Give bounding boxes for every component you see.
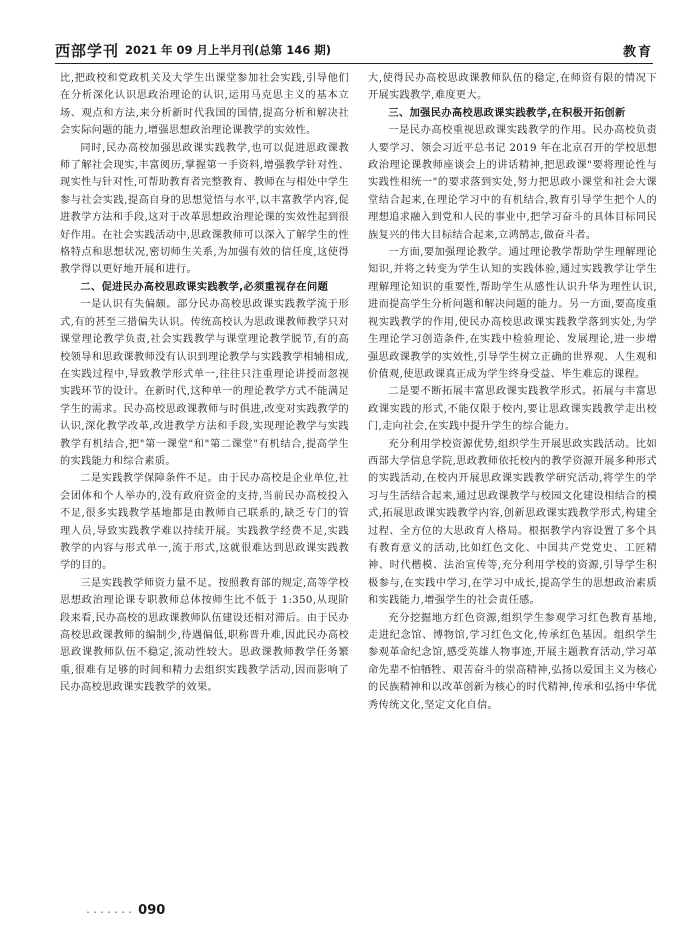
paragraph: 比,把政校和党政机关及大学生出课堂参加社会实践,引导他们在分析深化认识思政治理论的认识,运用马克思主义的基本立场、观点和方法,来分析新时代我国的国情,提高分析和解决社会实际问题的能力,增强思想政治理论课教学的实效性。 — [60, 73, 349, 137]
journal-name: 西部学刊 — [55, 41, 120, 60]
header-left — [55, 40, 331, 61]
section-heading: 三、加强民办高校思政课实践教学,在积极开拓创新 — [388, 107, 626, 119]
page-number: 090 — [138, 902, 166, 918]
paragraph: 同时,民办高校加强思政课实践教学,也可以促进思政课教师了解社会现实,丰富阅历,掌握第一手资料,增强教学针对性、现实性与针对性,可帮助教育者完整教育、教师在与相处中学生参与社会实践,提高自身的思想觉悟与水平,以丰富教学内容,促进教学方法和手段,这对于改革思想政治理论课的实效性起到很好作用。在社会实践活动中,思政课教师可以深入了解学生的性格特点和思想状况,密切师生关系,为加强有效的信任度,这使得教学得以更好地开展和进行。 — [60, 142, 349, 276]
paragraph: 充分利用学校资源优势,组织学生开展思政实践活动。比如西部大学信息学院,思政教师依托校内的教学资源开展多种形式的实践活动,在校内开展思政课实践教学研究活动,将学生的学习与生活结合起来,通过思政课教学与校园文化建设相结合的模式,拓展思政课实践教学内容,创新思政课实践教学形式,构建全过程、全方位的大思政育人格局。根据教学内容设置了多个具有教育意义的活动,比如红色文化、中国共产党党史、工匠精神、时代楷模、法治宣传等,充分利用学校的资源,引导学生积极参与,在实践中学习,在学习中成长,提高学生的思想政治素质和实践能力,增强学生的社会责任感。 — [368, 438, 657, 607]
page-header — [55, 40, 653, 60]
paragraph: 二是要不断拓展丰富思政课实践教学形式。拓展与丰富思政课实践的形式,不能仅限于校内,要让思政课实践教学走出校门,走向社会,在实践中提升学生的综合能力。 — [368, 386, 657, 433]
dot-leader: ....... — [85, 904, 135, 916]
section-heading: 二、促进民办高校思政课实践教学,必须重视存在问题 — [80, 281, 329, 293]
paragraph: 一是认识有失偏颇。部分民办高校思政课实践教学流于形式,有的甚至三措偏失认识。传统高校认为思政课教师教学只对课堂理论教学负责,社会实践教学与课堂理论教学脱节,有的高校领导和思政课教师没有认识到理论教学与实践教学相辅相成,在实践过程中,导致教学形式单一,往往只注重理论讲授而忽视实践环节的设计。在新时代,这种单一的理论教学方式不能满足学生的需求。民办高校思政课教师与时俱进,改变对实践教学的认识,深化教学改革,改进教学方法和手段,实现理论教学与实践教学有机结合,把"第一课堂"和"第二课堂"有机结合,提高学生的实践能力和综合素质。 — [60, 299, 349, 467]
right-column — [368, 70, 657, 920]
paragraph: 充分挖掘地方红色资源,组织学生参观学习红色教育基地,走进纪念馆、博物馆,学习红色文化,传承红色基因。组织学生参观革命纪念馆,感受英雄人物事迹,开展主题教育活动,学习革命先辈不怕牺牲、艰苦奋斗的崇高精神,弘扬以爱国主义为核心的民族精神和以改革创新为核心的时代精神,传承和弘扬中华优秀传统文化,坚定文化自信。 — [368, 612, 657, 711]
paragraph: 三是实践教学师资力量不足。按照教育部的规定,高等学校思想政治理论课专职教师总体按师生比不低于 1:350,从现阶段来看,民办高校的思政课教师队伍建设还相对滞后。由于民办高校思政课教师的编制少,待遇偏低,职称晋升难,因此民办高校思政课教师队伍不稳定,流动性较大。思政课教师教学任务繁重,很难有足够的时间和精力去组织实践教学活动,因而影响了民办高校思政课实践教学的效果。 — [60, 577, 349, 694]
left-column — [60, 70, 349, 920]
paragraph: 一方面,要加强理论教学。通过理论教学帮助学生理解理论知识,并将之转变为学生认知的实践体验,通过实践教学让学生理解理论知识的重要性,帮助学生从感性认识升华为理性认识,进而提高学生分析问题和解决问题的能力。另一方面,要高度重视实践教学的作用,使民办高校思政课实践教学落到实处,为学生理论学习创造条件,在实践中检验理论、发展理论,进一步增强思政课教学的实效性,引导学生树立正确的世界观、人生观和价值观,使思政课真正成为学生终身受益、毕生难忘的课程。 — [368, 247, 657, 380]
section-name: 教育 — [622, 44, 653, 60]
paragraph: 一是民办高校重视思政课实践教学的作用。民办高校负责人要学习、领会习近平总书记 2019 年在北京召开的学校思想政治理论课教师座谈会上的讲话精神,把思政课"要将理论性与实践性相统一"的要求落到实处,努力把思政小课堂和社会大课堂结合起来,在理论学习中的有机结合,教育引导学生把个人的理想追求融入到党和人民的事业中,把学习奋斗的具体目标同民族复兴的伟大目标结合起来,立鸿鹄志,做奋斗者。 — [368, 125, 657, 241]
header-rule — [55, 63, 653, 64]
paragraph: 二是实践教学保障条件不足。由于民办高校是企业单位,社会团体和个人举办的,没有政府资金的支持,当前民办高校投入不足,很多实践教学基地都是由教师自己联系的,缺乏专门的管理人员,导致实践教学难以持续开展。实践教学经费不足,实践教学的内容与形式单一,流于形式,这就很难达到思政课实践教学的目的。 — [60, 473, 349, 572]
paragraph: 大,使得民办高校思政课教师队伍的稳定,在师资有限的情况下开展实践教学,难度更大。 — [368, 73, 657, 102]
issue-info: 2021 年 09 月上半月刊(总第 146 期) — [125, 43, 332, 57]
page-footer — [85, 900, 235, 920]
